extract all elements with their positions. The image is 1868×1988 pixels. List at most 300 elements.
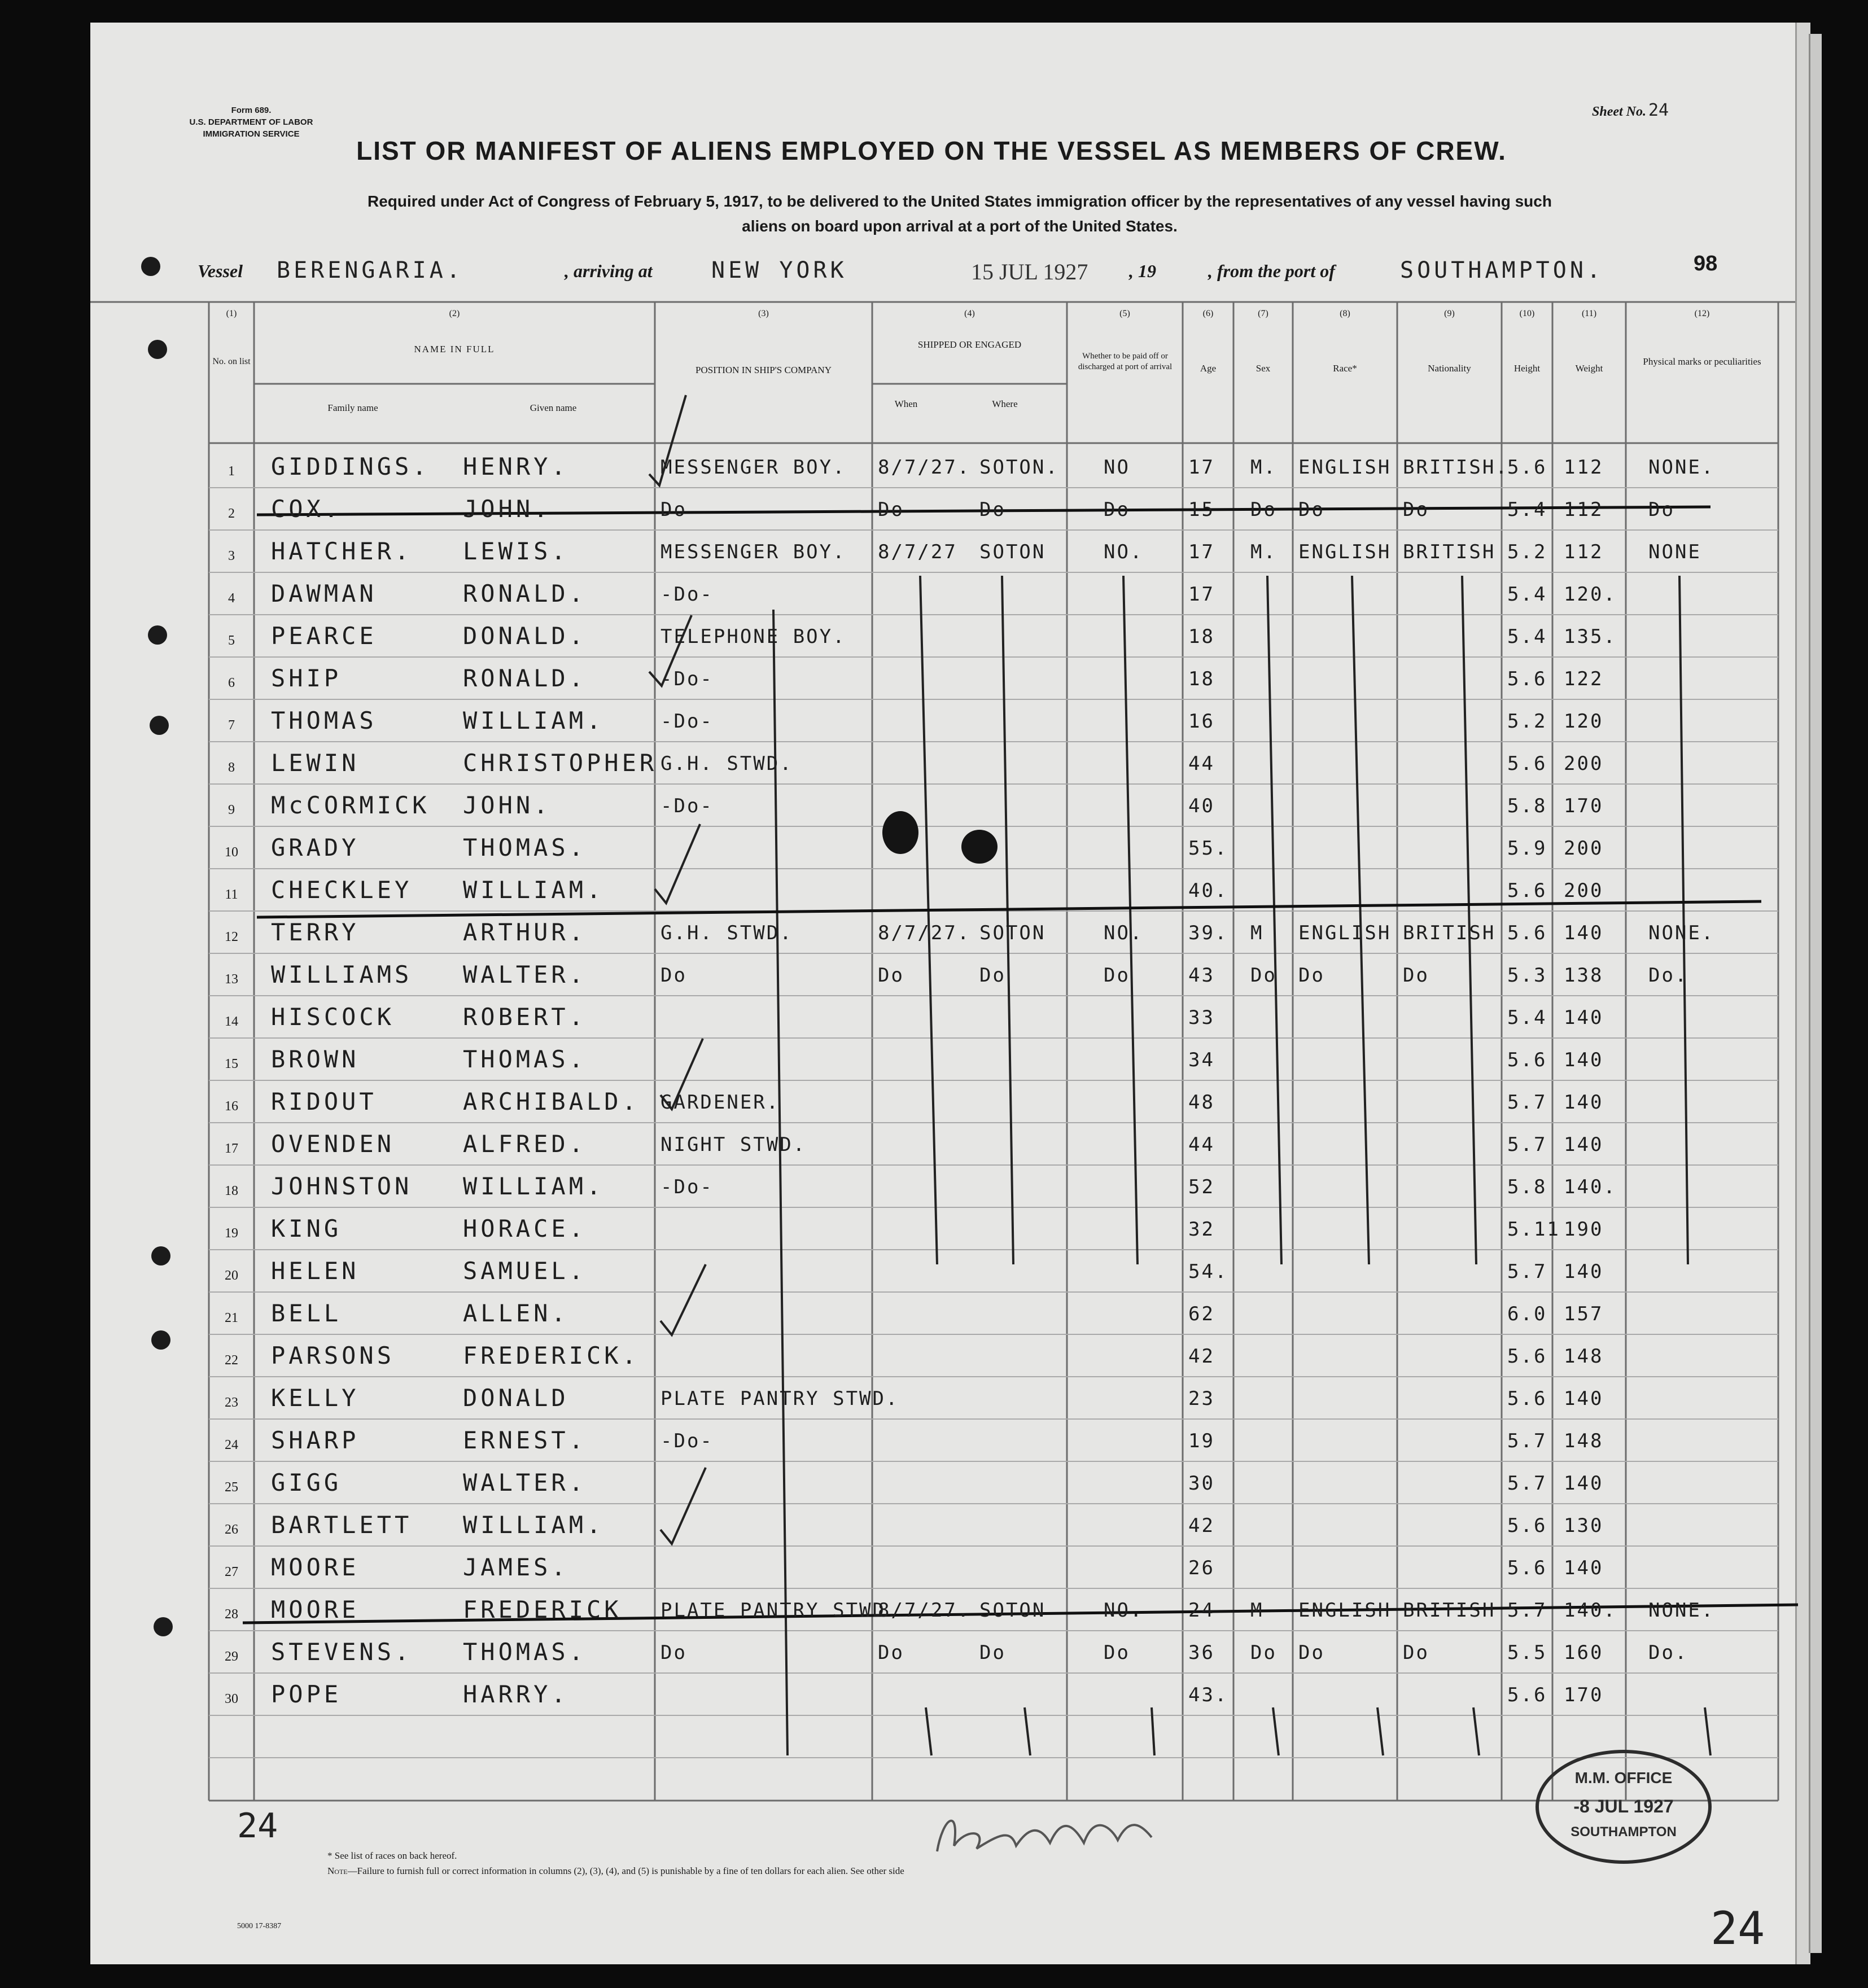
col4-number: (4) bbox=[964, 309, 975, 318]
position-cell: -Do- bbox=[660, 583, 714, 606]
year-label: , 19 bbox=[1129, 261, 1156, 281]
family-name-cell: POPE bbox=[271, 1680, 342, 1708]
age-cell: 18 bbox=[1188, 625, 1215, 648]
family-name-cell: STEVENS. bbox=[271, 1638, 413, 1666]
height-cell: 5.4 bbox=[1507, 498, 1547, 521]
given-name-cell: ALLEN. bbox=[463, 1299, 569, 1327]
height-cell: 5.3 bbox=[1507, 964, 1547, 987]
position-cell: PLATE PANTRY STWD. bbox=[660, 1599, 899, 1622]
family-name-cell: GIGG bbox=[271, 1469, 342, 1496]
height-cell: 5.6 bbox=[1507, 1684, 1547, 1706]
weight-cell: 140 bbox=[1564, 1260, 1604, 1283]
arriving-value: NEW YORK bbox=[711, 257, 847, 283]
col2-number: (2) bbox=[449, 309, 460, 318]
age-cell: 62 bbox=[1188, 1303, 1215, 1325]
height-cell: 5.6 bbox=[1507, 456, 1547, 479]
sex-cell: M. bbox=[1250, 541, 1277, 563]
given-name-cell: FREDERICK. bbox=[463, 1342, 640, 1369]
family-name-cell: OVENDEN bbox=[271, 1130, 395, 1158]
nationality-cell: BRITISH. bbox=[1403, 456, 1509, 479]
row-number: 10 bbox=[225, 845, 238, 860]
height-cell: 5.6 bbox=[1507, 1514, 1547, 1537]
family-name-cell: BELL bbox=[271, 1299, 342, 1327]
row-number: 28 bbox=[225, 1607, 238, 1622]
given-name-cell: CHRISTOPHER bbox=[463, 749, 658, 777]
col10-number: (10) bbox=[1519, 309, 1535, 318]
page-title: LIST OR MANIFEST OF ALIENS EMPLOYED ON THE VESSEL AS MEMBERS OF CREW. bbox=[356, 136, 1507, 165]
weight-cell: 140 bbox=[1564, 1006, 1604, 1029]
row-number: 26 bbox=[225, 1522, 238, 1537]
row-number: 3 bbox=[228, 549, 235, 563]
row-number: 2 bbox=[228, 506, 235, 521]
count-note: 24 bbox=[237, 1806, 278, 1846]
col-position: POSITION IN SHIP'S COMPANY bbox=[695, 365, 832, 375]
position-cell: PLATE PANTRY STWD. bbox=[660, 1387, 899, 1410]
family-name-cell: CHECKLEY bbox=[271, 876, 413, 904]
paid-off-cell: Do bbox=[1104, 964, 1130, 987]
form-number: Form 689. bbox=[231, 106, 272, 115]
nationality-cell: BRITISH bbox=[1403, 541, 1496, 563]
family-name-cell: BARTLETT bbox=[271, 1511, 413, 1539]
age-cell: 48 bbox=[1188, 1091, 1215, 1114]
age-cell: 17 bbox=[1188, 456, 1215, 479]
weight-cell: 138 bbox=[1564, 964, 1604, 987]
from-port-value: SOUTHAMPTON. bbox=[1400, 257, 1604, 283]
height-cell: 5.6 bbox=[1507, 879, 1547, 902]
weight-cell: 130 bbox=[1564, 1514, 1604, 1537]
position-cell: TELEPHONE BOY. bbox=[660, 625, 846, 648]
office-stamp bbox=[1535, 1750, 1712, 1864]
given-name-cell: WALTER. bbox=[463, 1469, 587, 1496]
col-nationality: Nationality bbox=[1428, 363, 1471, 374]
department: U.S. DEPARTMENT OF LABOR bbox=[189, 117, 313, 127]
family-name-cell: LEWIN bbox=[271, 749, 360, 777]
shipped-when-cell: 8/7/27. bbox=[878, 456, 971, 479]
weight-cell: 148 bbox=[1564, 1345, 1604, 1368]
col-sex: Sex bbox=[1255, 363, 1271, 374]
row-number: 30 bbox=[225, 1692, 238, 1706]
stamp-date: -8 JUL 1927 bbox=[1573, 1796, 1674, 1816]
age-cell: 24 bbox=[1188, 1599, 1215, 1622]
weight-cell: 112 bbox=[1564, 541, 1604, 563]
marks-cell: NONE. bbox=[1648, 922, 1715, 944]
row-number: 20 bbox=[225, 1268, 238, 1283]
age-cell: 30 bbox=[1188, 1472, 1215, 1495]
shipped-when-cell: Do bbox=[878, 498, 904, 521]
col-where: Where bbox=[992, 399, 1018, 409]
given-name-cell: ARCHIBALD. bbox=[463, 1088, 640, 1115]
age-cell: 40 bbox=[1188, 795, 1215, 817]
family-name-cell: PEARCE bbox=[271, 622, 377, 650]
weight-cell: 120. bbox=[1564, 583, 1617, 606]
col5-number: (5) bbox=[1119, 309, 1130, 318]
weight-cell: 140 bbox=[1564, 922, 1604, 944]
arriving-label: , arriving at bbox=[565, 261, 653, 281]
age-cell: 43 bbox=[1188, 964, 1215, 987]
age-cell: 54. bbox=[1188, 1260, 1228, 1283]
height-cell: 5.8 bbox=[1507, 795, 1547, 817]
weight-cell: 157 bbox=[1564, 1303, 1604, 1325]
col-name-in-full: NAME IN FULL bbox=[414, 344, 495, 354]
sex-cell: M bbox=[1250, 922, 1264, 944]
race-cell: ENGLISH bbox=[1298, 922, 1392, 944]
family-name-cell: MOORE bbox=[271, 1553, 360, 1581]
family-name-cell: HISCOCK bbox=[271, 1003, 395, 1031]
given-name-cell: DONALD bbox=[463, 1384, 569, 1412]
weight-cell: 120 bbox=[1564, 710, 1604, 733]
position-cell: -Do- bbox=[660, 1430, 714, 1452]
paid-off-cell: Do bbox=[1104, 498, 1130, 521]
corner-note: 24 bbox=[1710, 1902, 1765, 1955]
position-cell: GARDENER. bbox=[660, 1091, 780, 1114]
position-cell: NIGHT STWD. bbox=[660, 1133, 807, 1156]
col-weight: Weight bbox=[1575, 363, 1603, 374]
family-name-cell: KELLY bbox=[271, 1384, 360, 1412]
position-cell: -Do- bbox=[660, 1176, 714, 1198]
position-cell: MESSENGER BOY. bbox=[660, 541, 846, 563]
col-no-on-list: No. on list bbox=[212, 357, 251, 366]
age-cell: 32 bbox=[1188, 1218, 1215, 1241]
print-code: 5000 17-8387 bbox=[237, 1922, 282, 1930]
shipped-where-cell: SOTON. bbox=[979, 456, 1059, 479]
given-name-cell: ARTHUR. bbox=[463, 918, 587, 946]
weight-cell: 140. bbox=[1564, 1176, 1617, 1198]
row-number: 5 bbox=[228, 633, 235, 648]
row-number: 7 bbox=[228, 718, 235, 733]
height-cell: 5.2 bbox=[1507, 710, 1547, 733]
weight-cell: 140 bbox=[1564, 1557, 1604, 1579]
age-cell: 33 bbox=[1188, 1006, 1215, 1029]
row-number: 29 bbox=[225, 1649, 238, 1664]
col12-number: (12) bbox=[1694, 309, 1710, 318]
row-number: 4 bbox=[228, 591, 235, 606]
weight-cell: 112 bbox=[1564, 456, 1604, 479]
shipped-when-cell: Do bbox=[878, 964, 904, 987]
family-name-cell: WILLIAMS bbox=[271, 961, 413, 988]
signature-scrawl bbox=[926, 1795, 1185, 1868]
weight-cell: 140 bbox=[1564, 1091, 1604, 1114]
service: IMMIGRATION SERVICE bbox=[203, 129, 300, 139]
given-name-cell: WILLIAM. bbox=[463, 1511, 605, 1539]
race-cell: Do bbox=[1298, 964, 1325, 987]
nationality-cell: Do bbox=[1403, 964, 1429, 987]
position-cell: -Do- bbox=[660, 795, 714, 817]
age-cell: 15 bbox=[1188, 498, 1215, 521]
age-cell: 55. bbox=[1188, 837, 1228, 860]
family-name-cell: COX. bbox=[271, 495, 342, 523]
family-name-cell: KING bbox=[271, 1215, 342, 1242]
family-name-cell: GRADY bbox=[271, 834, 360, 861]
weight-cell: 200 bbox=[1564, 837, 1604, 860]
age-cell: 18 bbox=[1188, 668, 1215, 690]
row-number: 19 bbox=[225, 1226, 238, 1241]
age-cell: 42 bbox=[1188, 1345, 1215, 1368]
race-cell: Do bbox=[1298, 498, 1325, 521]
height-cell: 5.5 bbox=[1507, 1641, 1547, 1664]
race-footnote: * See list of races on back hereof. bbox=[327, 1850, 457, 1861]
col-age: Age bbox=[1200, 363, 1217, 374]
col-shipped: SHIPPED OR ENGAGED bbox=[917, 339, 1022, 350]
subtitle-line-1: Required under Act of Congress of February 5, 1917, to be delivered to the United States immigration officer by the representatives of any vessel having such bbox=[368, 192, 1552, 210]
given-name-cell: ALFRED. bbox=[463, 1130, 587, 1158]
race-cell: ENGLISH bbox=[1298, 541, 1392, 563]
row-number: 6 bbox=[228, 676, 235, 690]
age-cell: 44 bbox=[1188, 1133, 1215, 1156]
weight-cell: 135. bbox=[1564, 625, 1617, 648]
marks-cell: Do bbox=[1648, 498, 1675, 521]
given-name-cell: WALTER. bbox=[463, 961, 587, 988]
position-cell: Do bbox=[660, 1641, 687, 1664]
family-name-cell: SHIP bbox=[271, 664, 342, 692]
age-cell: 36 bbox=[1188, 1641, 1215, 1664]
shipped-where-cell: Do bbox=[979, 1641, 1006, 1664]
row-number: 23 bbox=[225, 1395, 238, 1410]
given-name-cell: ROBERT. bbox=[463, 1003, 587, 1031]
sex-cell: M bbox=[1250, 1599, 1264, 1622]
position-cell: MESSENGER BOY. bbox=[660, 456, 846, 479]
paid-off-cell: Do bbox=[1104, 1641, 1130, 1664]
shipped-where-cell: SOTON bbox=[979, 541, 1046, 563]
row-number: 22 bbox=[225, 1353, 238, 1368]
sex-cell: M. bbox=[1250, 456, 1277, 479]
weight-cell: 140. bbox=[1564, 1599, 1617, 1622]
stamp-port: SOUTHAMPTON bbox=[1570, 1824, 1677, 1840]
family-name-cell: BROWN bbox=[271, 1045, 360, 1073]
family-name-cell: RIDOUT bbox=[271, 1088, 377, 1115]
weight-cell: 148 bbox=[1564, 1430, 1604, 1452]
height-cell: 5.7 bbox=[1507, 1133, 1547, 1156]
given-name-cell: HENRY. bbox=[463, 453, 569, 480]
row-number: 21 bbox=[225, 1311, 238, 1325]
height-cell: 5.7 bbox=[1507, 1472, 1547, 1495]
col9-number: (9) bbox=[1444, 309, 1455, 318]
col-race: Race* bbox=[1333, 363, 1357, 374]
height-cell: 5.6 bbox=[1507, 1345, 1547, 1368]
sheet-value: 24 bbox=[1648, 100, 1669, 120]
marks-cell: Do. bbox=[1648, 964, 1688, 987]
given-name-cell: JOHN. bbox=[463, 791, 552, 819]
paid-off-cell: NO bbox=[1104, 456, 1130, 479]
shipped-where-cell: Do bbox=[979, 498, 1006, 521]
subtitle-line-2: aliens on board upon arrival at a port of the United States. bbox=[742, 217, 1178, 235]
position-cell: G.H. STWD. bbox=[660, 922, 793, 944]
weight-cell: 140 bbox=[1564, 1049, 1604, 1071]
row-number: 13 bbox=[225, 972, 238, 987]
height-cell: 5.6 bbox=[1507, 1557, 1547, 1579]
given-name-cell: LEWIS. bbox=[463, 537, 569, 565]
age-cell: 34 bbox=[1188, 1049, 1215, 1071]
col1-number: (1) bbox=[226, 309, 237, 318]
col11-number: (11) bbox=[1581, 309, 1597, 318]
height-cell: 5.11 bbox=[1507, 1218, 1560, 1241]
weight-cell: 140 bbox=[1564, 1387, 1604, 1410]
row-number: 9 bbox=[228, 803, 235, 817]
height-cell: 5.9 bbox=[1507, 837, 1547, 860]
age-cell: 44 bbox=[1188, 752, 1215, 775]
paid-off-cell: NO. bbox=[1104, 1599, 1144, 1622]
nationality-cell: BRITISH bbox=[1403, 922, 1496, 944]
height-cell: 5.6 bbox=[1507, 922, 1547, 944]
given-name-cell: JAMES. bbox=[463, 1553, 569, 1581]
height-cell: 5.6 bbox=[1507, 668, 1547, 690]
row-number: 18 bbox=[225, 1184, 238, 1198]
given-name-cell: RONALD. bbox=[463, 580, 587, 607]
row-number: 27 bbox=[225, 1565, 238, 1579]
note-label: Note bbox=[327, 1866, 348, 1876]
height-cell: 5.7 bbox=[1507, 1430, 1547, 1452]
marks-cell: NONE. bbox=[1648, 1599, 1715, 1622]
position-cell: Do bbox=[660, 498, 687, 521]
family-name-cell: TERRY bbox=[271, 918, 360, 946]
row-number: 12 bbox=[225, 930, 238, 944]
vessel-label: Vessel bbox=[198, 261, 243, 281]
nationality-cell: Do bbox=[1403, 498, 1429, 521]
age-cell: 26 bbox=[1188, 1557, 1215, 1579]
height-cell: 5.4 bbox=[1507, 625, 1547, 648]
sheet-label: Sheet No. bbox=[1592, 104, 1646, 119]
shipped-when-cell: 8/7/27. bbox=[878, 1599, 971, 1622]
col6-number: (6) bbox=[1202, 309, 1214, 318]
weight-cell: 170 bbox=[1564, 795, 1604, 817]
height-cell: 6.0 bbox=[1507, 1303, 1547, 1325]
position-cell: -Do- bbox=[660, 668, 714, 690]
position-cell: Do bbox=[660, 964, 687, 987]
height-cell: 5.8 bbox=[1507, 1176, 1547, 1198]
paid-off-cell: NO. bbox=[1104, 922, 1144, 944]
family-name-cell: HELEN bbox=[271, 1257, 360, 1285]
col-family-name: Family name bbox=[327, 402, 378, 413]
col8-number: (8) bbox=[1340, 309, 1350, 318]
age-cell: 39. bbox=[1188, 922, 1228, 944]
weight-cell: 190 bbox=[1564, 1218, 1604, 1241]
family-name-cell: SHARP bbox=[271, 1426, 360, 1454]
given-name-cell: FREDERICK bbox=[463, 1596, 622, 1623]
height-cell: 5.6 bbox=[1507, 1049, 1547, 1071]
shipped-where-cell: Do bbox=[979, 964, 1006, 987]
note-text: —Failure to furnish full or correct information in columns (2), (3), (4), and (5) is punishable by a fine of ten dollars for each alien. See other side bbox=[347, 1866, 904, 1876]
weight-cell: 160 bbox=[1564, 1641, 1604, 1664]
col3-number: (3) bbox=[758, 309, 769, 318]
paid-off-cell: NO. bbox=[1104, 541, 1144, 563]
given-name-cell: SAMUEL. bbox=[463, 1257, 587, 1285]
row-number: 14 bbox=[225, 1014, 238, 1029]
row-number: 25 bbox=[225, 1480, 238, 1495]
shipped-when-cell: 8/7/27 bbox=[878, 541, 957, 563]
col-marks: Physical marks or peculiarities bbox=[1643, 356, 1761, 367]
height-cell: 5.6 bbox=[1507, 1387, 1547, 1410]
family-name-cell: PARSONS bbox=[271, 1342, 395, 1369]
marks-cell: Do. bbox=[1648, 1641, 1688, 1664]
col-height: Height bbox=[1513, 363, 1541, 374]
given-name-cell: HORACE. bbox=[463, 1215, 587, 1242]
nationality-cell: BRITISH bbox=[1403, 1599, 1496, 1622]
row-number: 1 bbox=[228, 464, 235, 479]
shipped-when-cell: Do bbox=[878, 1641, 904, 1664]
weight-cell: 122 bbox=[1564, 668, 1604, 690]
height-cell: 5.2 bbox=[1507, 541, 1547, 563]
sex-cell: Do bbox=[1250, 1641, 1277, 1664]
vessel-value: BERENGARIA. bbox=[277, 257, 463, 283]
row-number: 17 bbox=[225, 1141, 238, 1156]
age-cell: 19 bbox=[1188, 1430, 1215, 1452]
row-number: 16 bbox=[225, 1099, 238, 1114]
position-cell: -Do- bbox=[660, 710, 714, 733]
weight-cell: 140 bbox=[1564, 1133, 1604, 1156]
given-name-cell: THOMAS. bbox=[463, 1045, 587, 1073]
given-name-cell: WILLIAM. bbox=[463, 876, 605, 904]
given-name-cell: JOHN. bbox=[463, 495, 552, 523]
given-name-cell: HARRY. bbox=[463, 1680, 569, 1708]
race-cell: ENGLISH bbox=[1298, 456, 1392, 479]
given-name-cell: RONALD. bbox=[463, 664, 587, 692]
row-number: 24 bbox=[225, 1438, 238, 1452]
race-cell: Do bbox=[1298, 1641, 1325, 1664]
stamp-office: M.M. OFFICE bbox=[1574, 1769, 1673, 1786]
marks-cell: NONE bbox=[1648, 541, 1701, 563]
col-paid-off: Whether to be paid off or discharged at port of arrival bbox=[1078, 352, 1173, 371]
arrival-date-stamp: 15 JUL 1927 bbox=[971, 259, 1088, 284]
col-when: When bbox=[894, 399, 918, 409]
given-name-cell: DONALD. bbox=[463, 622, 587, 650]
given-name-cell: WILLIAM. bbox=[463, 1172, 605, 1200]
given-name-cell: ERNEST. bbox=[463, 1426, 587, 1454]
sex-cell: Do bbox=[1250, 964, 1277, 987]
height-cell: 5.7 bbox=[1507, 1091, 1547, 1114]
age-cell: 52 bbox=[1188, 1176, 1215, 1198]
weight-cell: 200 bbox=[1564, 879, 1604, 902]
height-cell: 5.6 bbox=[1507, 752, 1547, 775]
family-name-cell: HATCHER. bbox=[271, 537, 413, 565]
age-cell: 23 bbox=[1188, 1387, 1215, 1410]
col-given-name: Given name bbox=[530, 402, 577, 413]
penalty-note bbox=[327, 1866, 904, 1877]
age-cell: 16 bbox=[1188, 710, 1215, 733]
age-cell: 40. bbox=[1188, 879, 1228, 902]
given-name-cell: WILLIAM. bbox=[463, 707, 605, 734]
weight-cell: 112 bbox=[1564, 498, 1604, 521]
family-name-cell: THOMAS bbox=[271, 707, 377, 734]
page-number: 98 bbox=[1694, 252, 1718, 275]
shipped-where-cell: SOTON bbox=[979, 1599, 1046, 1622]
nationality-cell: Do bbox=[1403, 1641, 1429, 1664]
given-name-cell: THOMAS. bbox=[463, 834, 587, 861]
height-cell: 5.4 bbox=[1507, 583, 1547, 606]
family-name-cell: MOORE bbox=[271, 1596, 360, 1623]
age-cell: 42 bbox=[1188, 1514, 1215, 1537]
from-label: , from the port of bbox=[1208, 261, 1335, 281]
family-name-cell: DAWMAN bbox=[271, 580, 377, 607]
marks-cell: NONE. bbox=[1648, 456, 1715, 479]
shipped-where-cell: SOTON bbox=[979, 922, 1046, 944]
row-number: 15 bbox=[225, 1057, 238, 1071]
age-cell: 17 bbox=[1188, 583, 1215, 606]
sex-cell: Do bbox=[1250, 498, 1277, 521]
race-cell: ENGLISH bbox=[1298, 1599, 1392, 1622]
position-cell: G.H. STWD. bbox=[660, 752, 793, 775]
ink-blots bbox=[882, 811, 998, 864]
height-cell: 5.7 bbox=[1507, 1599, 1547, 1622]
col7-number: (7) bbox=[1258, 309, 1268, 318]
family-name-cell: GIDDINGS. bbox=[271, 453, 430, 480]
shipped-when-cell: 8/7/27. bbox=[878, 922, 971, 944]
weight-cell: 200 bbox=[1564, 752, 1604, 775]
weight-cell: 170 bbox=[1564, 1684, 1604, 1706]
age-cell: 43. bbox=[1188, 1684, 1228, 1706]
row-number: 11 bbox=[225, 887, 238, 902]
row-number: 8 bbox=[228, 760, 235, 775]
age-cell: 17 bbox=[1188, 541, 1215, 563]
given-name-cell: THOMAS. bbox=[463, 1638, 587, 1666]
